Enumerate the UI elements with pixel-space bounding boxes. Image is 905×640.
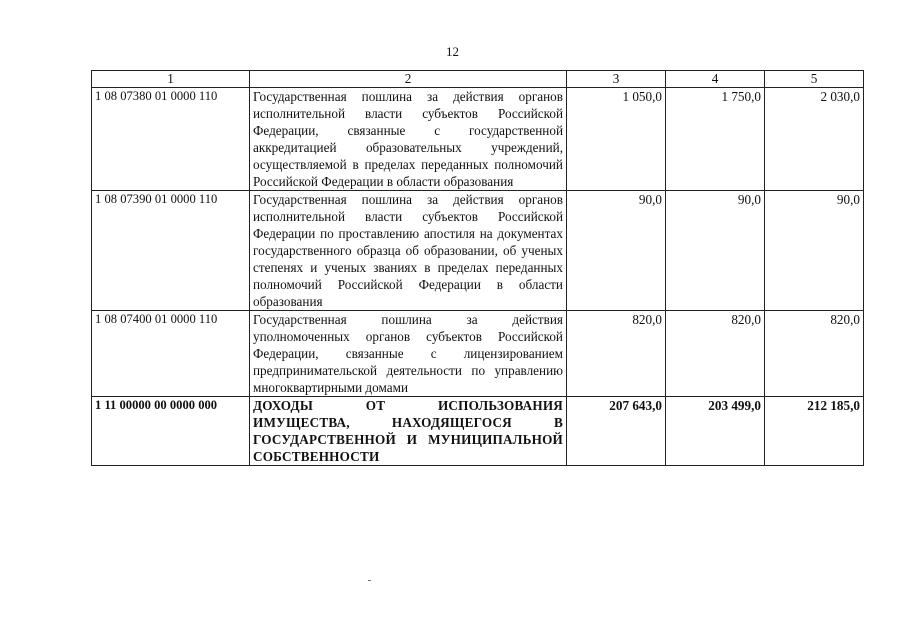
table-header-row <box>92 71 864 88</box>
row-value-col5: 90,0 <box>765 191 864 311</box>
column-header-3: 3 <box>567 71 666 88</box>
row-value-col4: 820,0 <box>666 311 765 397</box>
revenue-table <box>91 70 864 466</box>
row-description: Государственная пошлина за действия органов исполнительной власти субъектов Российской Федерации по проставлению апостиля на документах государственного образца об образовании, об ученых степенях и ученых званиях в пределах переданных полномочий Российской Федерации в области образования <box>250 191 567 311</box>
row-value-col5: 2 030,0 <box>765 88 864 191</box>
row-value-col4: 90,0 <box>666 191 765 311</box>
row-description: ДОХОДЫ ОТ ИСПОЛЬЗОВАНИЯ ИМУЩЕСТВА, НАХОДЯЩЕГОСЯ В ГОСУДАРСТВЕННОЙ И МУНИЦИПАЛЬНОЙ СОБСТВЕННОСТИ <box>250 397 567 466</box>
row-code: 1 08 07390 01 0000 110 <box>92 191 250 311</box>
table-row <box>92 191 864 311</box>
scan-speck <box>368 580 371 581</box>
row-value-col4: 1 750,0 <box>666 88 765 191</box>
table-row <box>92 88 864 191</box>
row-value-col5: 212 185,0 <box>765 397 864 466</box>
column-header-2: 2 <box>250 71 567 88</box>
column-header-4: 4 <box>666 71 765 88</box>
page-number: 12 <box>446 44 459 59</box>
row-code: 1 08 07380 01 0000 110 <box>92 88 250 191</box>
column-header-1: 1 <box>92 71 250 88</box>
row-value-col3: 207 643,0 <box>567 397 666 466</box>
row-value-col3: 1 050,0 <box>567 88 666 191</box>
row-value-col3: 90,0 <box>567 191 666 311</box>
table-row-total <box>92 397 864 466</box>
row-value-col5: 820,0 <box>765 311 864 397</box>
row-description: Государственная пошлина за действия органов исполнительной власти субъектов Российской Федерации, связанные с государственной аккредитацией образовательных учреждений, осуществляемой в пределах переданных полномочий Российской Федерации в области образования <box>250 88 567 191</box>
table-row <box>92 311 864 397</box>
column-header-5: 5 <box>765 71 864 88</box>
row-code: 1 08 07400 01 0000 110 <box>92 311 250 397</box>
row-value-col4: 203 499,0 <box>666 397 765 466</box>
row-code: 1 11 00000 00 0000 000 <box>92 397 250 466</box>
row-value-col3: 820,0 <box>567 311 666 397</box>
row-description: Государственная пошлина за действия уполномоченных органов субъектов Российской Федерации, связанные с лицензированием предпринимательской деятельности по управлению многоквартирными домами <box>250 311 567 397</box>
